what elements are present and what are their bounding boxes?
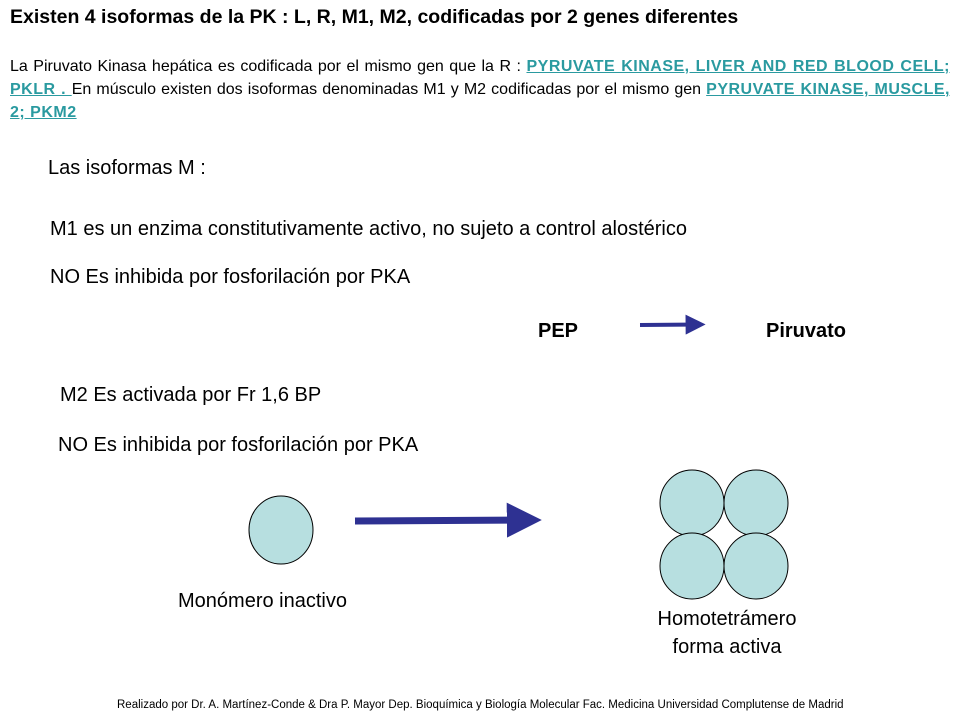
credits-footer: Realizado por Dr. A. Martínez-Conde & Dra P. Mayor Dep. Bioquímica y Biología Molecular Fac. Medicina Universidad Complutense de Madrid <box>117 699 844 711</box>
substrate-label: PEP <box>538 320 579 342</box>
pkm2-link[interactable]: PYRUVATE KINASE, MUSCLE, 2; PKM2 <box>10 81 950 121</box>
tetramer-subunit-1 <box>660 470 724 536</box>
assembly-arrow <box>355 520 532 521</box>
tetramer-label <box>637 605 817 661</box>
isoforms-heading: Las isoformas M : <box>48 157 206 179</box>
monomer-label: Monómero inactivo <box>178 590 347 612</box>
intro-text-2: En músculo existen dos isoformas denominadas M1 y M2 codificadas por el mismo gen <box>71 81 707 98</box>
intro-text-1: La Piruvato Kinasa hepática es codificada por el mismo gen que la R : <box>10 58 527 75</box>
monomer-circle <box>249 496 313 564</box>
m2-activation: M2 Es activada por Fr 1,6 BP <box>60 384 322 406</box>
tetramer-label-line2: forma activa <box>672 636 782 658</box>
tetramer-subunit-3 <box>660 533 724 599</box>
tetramer-subunit-2 <box>724 470 788 536</box>
reaction-arrow <box>640 325 700 326</box>
product-label: Piruvato <box>766 320 847 342</box>
m2-pka-note: NO Es inhibida por fosforilación por PKA <box>58 434 419 456</box>
tetramer-subunit-4 <box>724 533 788 599</box>
slide-title: Existen 4 isoformas de la PK : L, R, M1, M2, codificadas por 2 genes diferentes <box>10 6 739 28</box>
tetramer-label-line1: Homotetrámero <box>657 608 797 630</box>
m1-pka-note: NO Es inhibida por fosforilación por PKA <box>50 266 411 288</box>
m1-description: M1 es un enzima constitutivamente activo, no sujeto a control alostérico <box>50 218 687 240</box>
pklr-link[interactable]: PYRUVATE KINASE, LIVER AND RED BLOOD CELL; PKLR . <box>10 58 950 98</box>
